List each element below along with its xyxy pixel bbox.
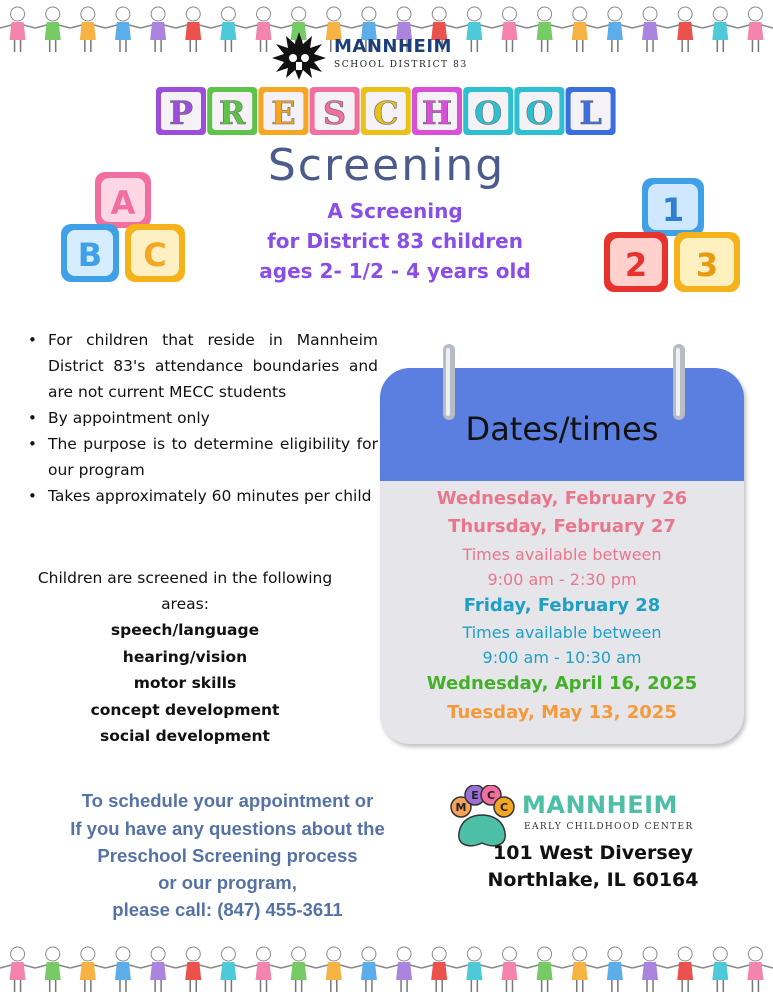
paw-letter-c-2: C bbox=[499, 801, 509, 814]
bullet-purpose: • The purpose is to determine eligibility for our program bbox=[48, 431, 378, 483]
child-figure-icon bbox=[316, 947, 351, 992]
child-figure-icon bbox=[457, 947, 492, 992]
child-figure-icon bbox=[35, 947, 70, 992]
screening-areas-list bbox=[20, 617, 350, 750]
letter-block-h bbox=[412, 87, 462, 135]
svg-text:S: S bbox=[323, 94, 347, 132]
letter-block-l bbox=[566, 87, 616, 135]
letter-block-c bbox=[361, 87, 411, 135]
district-subtitle: SCHOOL DISTRICT 83 bbox=[334, 60, 468, 70]
areas-intro: Children are screened in the following areas: bbox=[37, 569, 333, 613]
child-figure-icon bbox=[211, 947, 246, 992]
address-city: Northlake, IL 60164 bbox=[487, 869, 699, 891]
child-figure-icon bbox=[527, 947, 562, 992]
bullet-appointment: • By appointment only bbox=[48, 405, 378, 431]
child-figure-icon bbox=[597, 7, 632, 52]
child-figure-icon bbox=[668, 947, 703, 992]
calendar-title: Dates/times bbox=[465, 410, 659, 448]
child-figure-icon bbox=[141, 947, 176, 992]
mecc-subtitle: EARLY CHILDHOOD CENTER bbox=[524, 822, 694, 832]
calendar-ring-icon bbox=[670, 344, 688, 420]
paw-letter-c-1: C bbox=[486, 789, 496, 802]
area-motor-skills: motor skills bbox=[133, 674, 237, 692]
contact-line-4: or our program, bbox=[158, 872, 297, 893]
child-figure-icon bbox=[738, 7, 773, 52]
letter-block-o bbox=[514, 87, 564, 135]
number-block-2: 2 bbox=[624, 246, 648, 284]
number-block-3: 3 bbox=[695, 246, 719, 284]
svg-text:C: C bbox=[373, 94, 399, 132]
child-figure-icon bbox=[211, 7, 246, 52]
paw-letter-e: E bbox=[471, 789, 479, 802]
child-figure-icon bbox=[703, 7, 738, 52]
abc-block-b: B bbox=[77, 236, 103, 274]
time-range-2: 9:00 am - 10:30 am bbox=[482, 648, 642, 667]
headline-screening: Screening bbox=[267, 140, 506, 191]
letter-block-s bbox=[310, 87, 360, 135]
time-range-1: 9:00 am - 2:30 pm bbox=[487, 570, 637, 589]
child-figure-icon bbox=[351, 947, 386, 992]
date-friday-feb-28: Friday, February 28 bbox=[463, 595, 661, 616]
child-figure-icon bbox=[246, 947, 281, 992]
child-figure-icon bbox=[70, 947, 105, 992]
child-figure-icon bbox=[668, 7, 703, 52]
kids-holding-hands-border-bottom bbox=[0, 940, 773, 998]
subheadline-line-1: A Screening bbox=[327, 199, 463, 223]
svg-text:O: O bbox=[474, 94, 503, 132]
times-available-label-1: Times available between bbox=[462, 545, 662, 564]
mecc-name: MANNHEIM bbox=[522, 791, 678, 819]
contact-line-3: Preschool Screening process bbox=[97, 845, 358, 866]
child-figure-icon bbox=[387, 947, 422, 992]
area-hearing-vision: hearing/vision bbox=[122, 647, 248, 666]
abc-block-a: A bbox=[110, 184, 136, 222]
subheadline-line-3: ages 2- 1/2 - 4 years old bbox=[259, 259, 531, 283]
child-figure-icon bbox=[70, 7, 105, 52]
child-figure-icon bbox=[105, 7, 140, 52]
svg-text:L: L bbox=[579, 94, 602, 132]
child-figure-icon bbox=[632, 7, 667, 52]
area-speech-language: speech/language bbox=[110, 621, 260, 639]
svg-text:E: E bbox=[271, 94, 296, 132]
date-tuesday-may-13: Tuesday, May 13, 2025 bbox=[447, 702, 677, 723]
times-available-label-2: Times available between bbox=[462, 623, 662, 642]
svg-text:R: R bbox=[218, 94, 246, 132]
child-figure-icon bbox=[527, 7, 562, 52]
child-figure-icon bbox=[738, 947, 773, 992]
svg-text:P: P bbox=[168, 94, 194, 132]
letter-block-p bbox=[156, 87, 206, 135]
abc-blocks-icon bbox=[55, 168, 195, 286]
contact-line-2: If you have any questions about the bbox=[70, 818, 385, 839]
svg-text:H: H bbox=[421, 94, 453, 132]
district-name: MANNHEIM bbox=[334, 36, 452, 57]
child-figure-icon bbox=[281, 947, 316, 992]
letter-block-e bbox=[258, 87, 308, 135]
child-figure-icon bbox=[0, 7, 35, 52]
date-wednesday-apr-16: Wednesday, April 16, 2025 bbox=[426, 673, 698, 694]
subheadline-line-2: for District 83 children bbox=[267, 229, 523, 253]
child-figure-icon bbox=[597, 947, 632, 992]
letter-block-o bbox=[463, 87, 513, 135]
calendar-ring-icon bbox=[440, 344, 458, 420]
area-social-development: social development bbox=[100, 727, 270, 745]
contact-line-1: To schedule your appointment or bbox=[81, 790, 374, 811]
child-figure-icon bbox=[35, 7, 70, 52]
child-figure-icon bbox=[176, 947, 211, 992]
date-thursday-feb-27: Thursday, February 27 bbox=[448, 516, 676, 537]
child-figure-icon bbox=[492, 7, 527, 52]
child-figure-icon bbox=[0, 947, 35, 992]
letter-block-r bbox=[207, 87, 257, 135]
child-figure-icon bbox=[562, 7, 597, 52]
child-figure-icon bbox=[422, 947, 457, 992]
area-concept-development: concept development bbox=[90, 700, 280, 719]
contact-phone[interactable]: please call: (847) 455-3611 bbox=[112, 899, 343, 920]
bullet-duration: • Takes approximately 60 minutes per child bbox=[48, 483, 378, 509]
date-wednesday-feb-26: Wednesday, February 26 bbox=[436, 488, 688, 509]
number-blocks-icon bbox=[600, 176, 748, 296]
abc-block-c: C bbox=[143, 236, 167, 274]
svg-text:O: O bbox=[525, 94, 554, 132]
preschool-letter-blocks bbox=[156, 86, 616, 136]
bullet-residency: • For children that reside in Mannheim District 83's attendance boundaries and are not current MECC students bbox=[48, 327, 378, 405]
child-figure-icon bbox=[176, 7, 211, 52]
child-figure-icon bbox=[141, 7, 176, 52]
address-street: 101 West Diversey bbox=[493, 842, 693, 864]
child-figure-icon bbox=[632, 947, 667, 992]
child-figure-icon bbox=[703, 947, 738, 992]
child-figure-icon bbox=[492, 947, 527, 992]
child-figure-icon bbox=[562, 947, 597, 992]
number-block-1: 1 bbox=[661, 191, 685, 229]
child-figure-icon bbox=[105, 947, 140, 992]
paw-letter-m: M bbox=[455, 801, 467, 814]
info-bullet-list bbox=[28, 327, 378, 509]
